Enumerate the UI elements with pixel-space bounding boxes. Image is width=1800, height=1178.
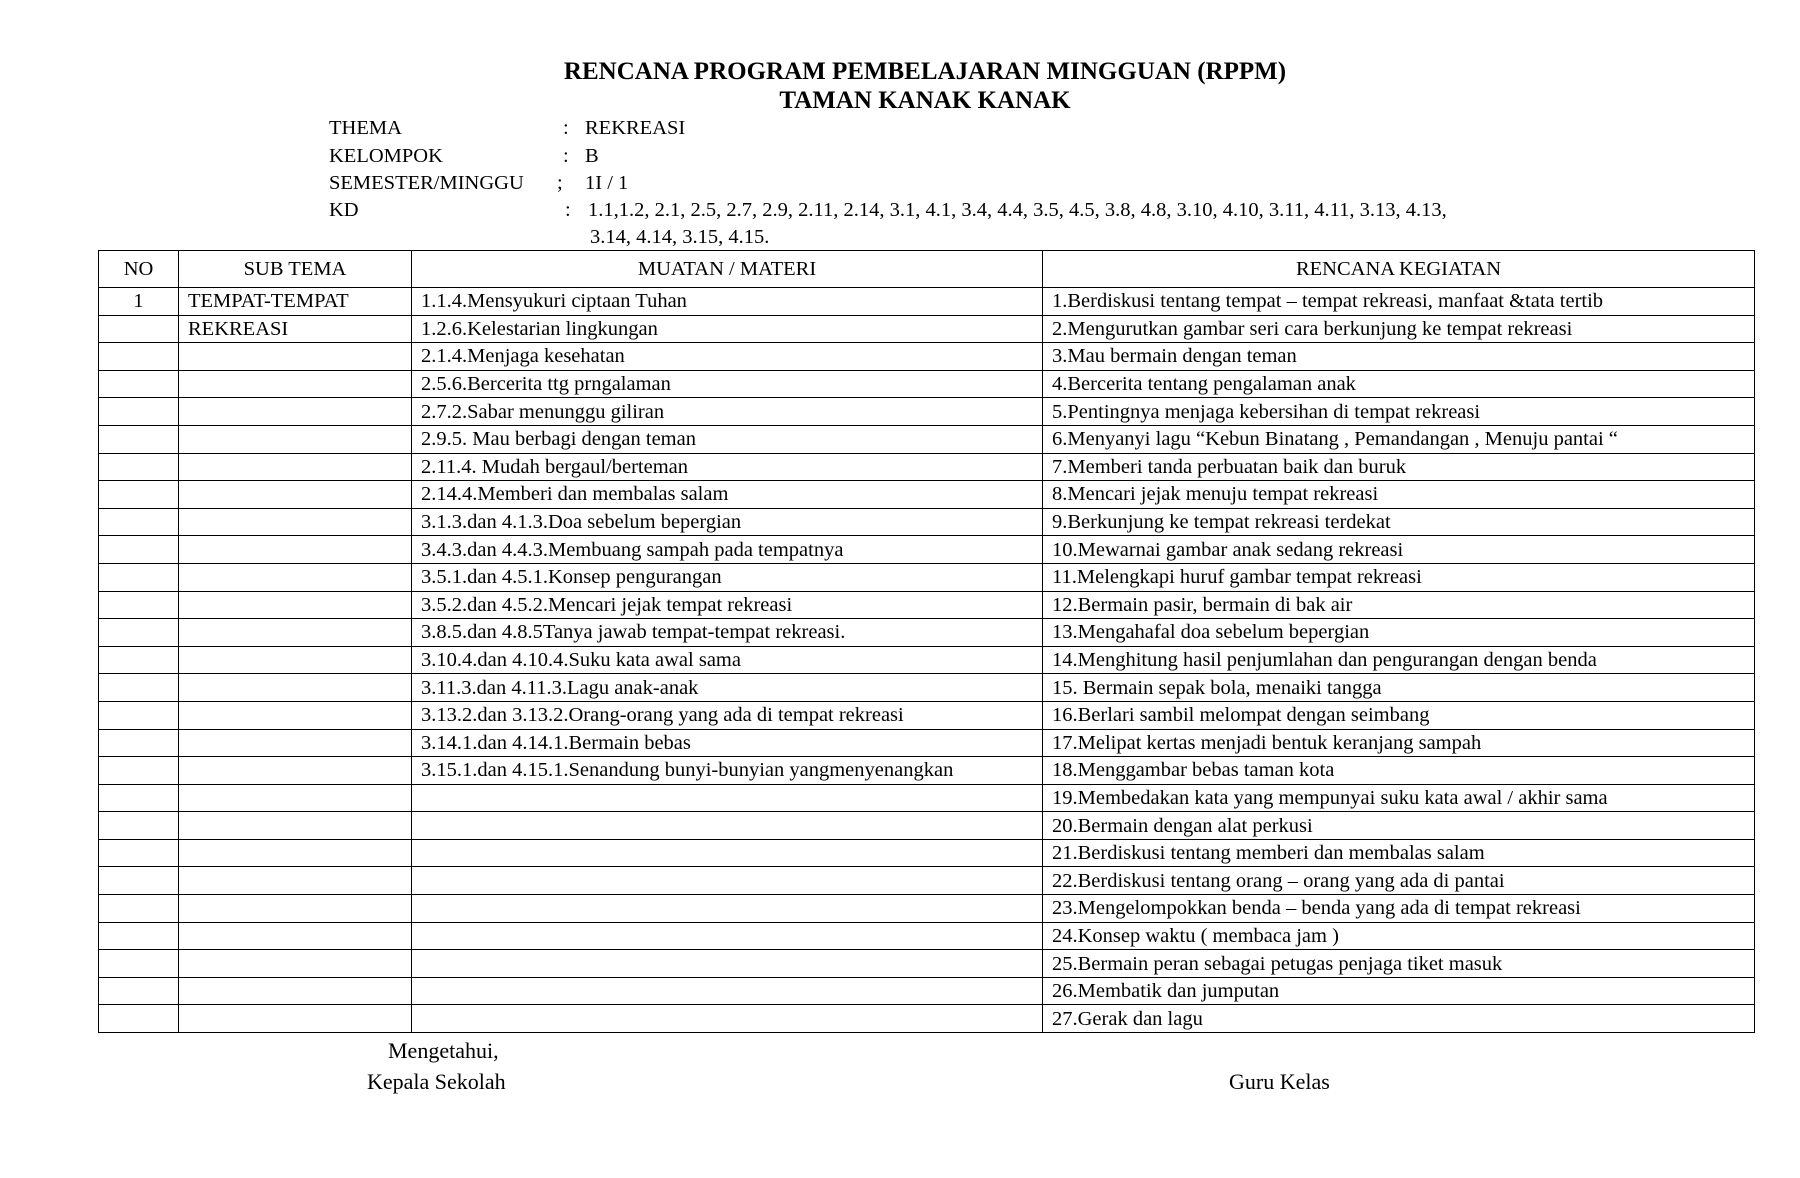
table-row (99, 950, 1755, 978)
table-row (99, 508, 1755, 536)
cell-rencana-kegiatan: 4.Bercerita tentang pengalaman anak (1043, 370, 1755, 398)
cell-rencana-kegiatan: 19.Membedakan kata yang mempunyai suku kata awal / akhir sama (1043, 784, 1755, 812)
cell-rencana-kegiatan: 13.Mengahafal doa sebelum bepergian (1043, 619, 1755, 647)
table-row (99, 646, 1755, 674)
table-row (99, 867, 1755, 895)
info-value-kd-cont: 3.14, 4.14, 3.15, 4.15. (590, 226, 770, 248)
cell-muatan-materi: 3.5.2.dan 4.5.2.Mencari jejak tempat rekreasi (412, 591, 1043, 619)
cell-no (99, 563, 179, 591)
table-row (99, 591, 1755, 619)
table-row (99, 729, 1755, 757)
cell-no (99, 867, 179, 895)
cell-muatan-materi: 2.1.4.Menjaga kesehatan (412, 343, 1043, 371)
cell-no (99, 425, 179, 453)
table-row (99, 481, 1755, 509)
column-header-muatan-materi: MUATAN / MATERI (412, 251, 1043, 288)
info-value-semester: 1I / 1 (585, 172, 629, 194)
cell-rencana-kegiatan: 16.Berlari sambil melompat dengan seimbang (1043, 701, 1755, 729)
table-row (99, 701, 1755, 729)
cell-no (99, 895, 179, 923)
cell-rencana-kegiatan: 6.Menyanyi lagu “Kebun Binatang , Pemandangan , Menuju pantai “ (1043, 425, 1755, 453)
cell-sub-tema (179, 839, 412, 867)
cell-muatan-materi: 3.11.3.dan 4.11.3.Lagu anak-anak (412, 674, 1043, 702)
cell-sub-tema (179, 343, 412, 371)
cell-rencana-kegiatan: 5.Pentingnya menjaga kebersihan di tempat rekreasi (1043, 398, 1755, 426)
cell-no (99, 591, 179, 619)
info-value-kd: 1.1,1.2, 2.1, 2.5, 2.7, 2.9, 2.11, 2.14, 3.1, 4.1, 3.4, 4.4, 3.5, 4.5, 3.8, 4.8, 3.10, 4.10, 3.11, 4.11, 3.13, 4.13, (588, 199, 1447, 221)
info-label-semester: SEMESTER/MINGGU (329, 172, 524, 194)
cell-sub-tema (179, 674, 412, 702)
cell-muatan-materi (412, 867, 1043, 895)
cell-muatan-materi: 3.13.2.dan 3.13.2.Orang-orang yang ada di tempat rekreasi (412, 701, 1043, 729)
table-row (99, 784, 1755, 812)
cell-sub-tema (179, 619, 412, 647)
cell-sub-tema (179, 563, 412, 591)
cell-muatan-materi: 3.4.3.dan 4.4.3.Membuang sampah pada tempatnya (412, 536, 1043, 564)
cell-no (99, 674, 179, 702)
cell-sub-tema (179, 1005, 412, 1033)
document-subtitle: TAMAN KANAK KANAK (779, 87, 1071, 114)
cell-muatan-materi: 2.9.5. Mau berbagi dengan teman (412, 425, 1043, 453)
table-row (99, 1005, 1755, 1033)
signature-kepala-sekolah: Kepala Sekolah (367, 1069, 506, 1094)
cell-rencana-kegiatan: 21.Berdiskusi tentang memberi dan membalas salam (1043, 839, 1755, 867)
cell-rencana-kegiatan: 27.Gerak dan lagu (1043, 1005, 1755, 1033)
cell-no (99, 922, 179, 950)
table-row (99, 563, 1755, 591)
cell-muatan-materi: 2.5.6.Bercerita ttg prngalaman (412, 370, 1043, 398)
cell-no (99, 453, 179, 481)
cell-sub-tema (179, 977, 412, 1005)
column-header-no: NO (99, 251, 179, 288)
cell-sub-tema (179, 508, 412, 536)
cell-no (99, 646, 179, 674)
table-row (99, 674, 1755, 702)
table-row (99, 895, 1755, 923)
cell-rencana-kegiatan: 20.Bermain dengan alat perkusi (1043, 812, 1755, 840)
cell-no (99, 839, 179, 867)
cell-muatan-materi: 3.15.1.dan 4.15.1.Senandung bunyi-bunyian yangmenyenangkan (412, 757, 1043, 785)
cell-no (99, 812, 179, 840)
cell-sub-tema (179, 536, 412, 564)
cell-no (99, 370, 179, 398)
cell-sub-tema (179, 922, 412, 950)
info-sep: : (563, 117, 569, 139)
cell-muatan-materi (412, 1005, 1043, 1033)
table-row (99, 343, 1755, 371)
cell-rencana-kegiatan: 23.Mengelompokkan benda – benda yang ada di tempat rekreasi (1043, 895, 1755, 923)
cell-sub-tema (179, 729, 412, 757)
table-row (99, 536, 1755, 564)
cell-sub-tema: TEMPAT-TEMPAT (179, 288, 412, 316)
table-row (99, 812, 1755, 840)
cell-rencana-kegiatan: 8.Mencari jejak menuju tempat rekreasi (1043, 481, 1755, 509)
document-title: RENCANA PROGRAM PEMBELAJARAN MINGGUAN (RPPM) (563, 58, 1287, 85)
table-row (99, 757, 1755, 785)
table-row (99, 619, 1755, 647)
info-value-kelompok: B (585, 145, 599, 167)
rppm-table (98, 250, 1755, 1033)
cell-rencana-kegiatan: 2.Mengurutkan gambar seri cara berkunjung ke tempat rekreasi (1043, 315, 1755, 343)
cell-rencana-kegiatan: 22.Berdiskusi tentang orang – orang yang ada di pantai (1043, 867, 1755, 895)
cell-no (99, 977, 179, 1005)
column-header-rencana-kegiatan: RENCANA KEGIATAN (1043, 251, 1755, 288)
cell-muatan-materi: 1.1.4.Mensyukuri ciptaan Tuhan (412, 288, 1043, 316)
cell-sub-tema (179, 895, 412, 923)
cell-rencana-kegiatan: 17.Melipat kertas menjadi bentuk keranjang sampah (1043, 729, 1755, 757)
cell-no (99, 1005, 179, 1033)
table-row (99, 839, 1755, 867)
cell-muatan-materi (412, 839, 1043, 867)
table-row (99, 288, 1755, 316)
cell-rencana-kegiatan: 7.Memberi tanda perbuatan baik dan buruk (1043, 453, 1755, 481)
table-row (99, 425, 1755, 453)
cell-no (99, 343, 179, 371)
cell-rencana-kegiatan: 15. Bermain sepak bola, menaiki tangga (1043, 674, 1755, 702)
cell-muatan-materi: 3.5.1.dan 4.5.1.Konsep pengurangan (412, 563, 1043, 591)
table-row (99, 398, 1755, 426)
signature-guru-kelas: Guru Kelas (1229, 1069, 1330, 1094)
info-label-kelompok: KELOMPOK (329, 145, 443, 167)
table-row (99, 977, 1755, 1005)
cell-rencana-kegiatan: 1.Berdiskusi tentang tempat – tempat rekreasi, manfaat &tata tertib (1043, 288, 1755, 316)
cell-rencana-kegiatan: 24.Konsep waktu ( membaca jam ) (1043, 922, 1755, 950)
table-row (99, 370, 1755, 398)
cell-rencana-kegiatan: 26.Membatik dan jumputan (1043, 977, 1755, 1005)
info-label-kd: KD (329, 199, 359, 221)
cell-muatan-materi (412, 950, 1043, 978)
cell-muatan-materi (412, 812, 1043, 840)
column-header-sub-tema: SUB TEMA (179, 251, 412, 288)
cell-muatan-materi (412, 784, 1043, 812)
cell-rencana-kegiatan: 10.Mewarnai gambar anak sedang rekreasi (1043, 536, 1755, 564)
table-row (99, 315, 1755, 343)
cell-rencana-kegiatan: 9.Berkunjung ke tempat rekreasi terdekat (1043, 508, 1755, 536)
table-row (99, 453, 1755, 481)
info-label-thema: THEMA (329, 117, 402, 139)
cell-rencana-kegiatan: 3.Mau bermain dengan teman (1043, 343, 1755, 371)
info-sep: ; (557, 172, 563, 194)
cell-rencana-kegiatan: 14.Menghitung hasil penjumlahan dan pengurangan dengan benda (1043, 646, 1755, 674)
cell-no (99, 398, 179, 426)
cell-no (99, 701, 179, 729)
cell-no (99, 508, 179, 536)
cell-sub-tema (179, 950, 412, 978)
cell-muatan-materi: 2.7.2.Sabar menunggu giliran (412, 398, 1043, 426)
info-sep: : (563, 145, 569, 167)
cell-no (99, 315, 179, 343)
table-body (99, 288, 1755, 1033)
cell-muatan-materi: 2.14.4.Memberi dan membalas salam (412, 481, 1043, 509)
cell-sub-tema (179, 646, 412, 674)
info-sep: : (565, 199, 571, 221)
cell-no: 1 (99, 288, 179, 316)
cell-rencana-kegiatan: 18.Menggambar bebas taman kota (1043, 757, 1755, 785)
cell-no (99, 784, 179, 812)
cell-sub-tema (179, 591, 412, 619)
cell-muatan-materi: 3.10.4.dan 4.10.4.Suku kata awal sama (412, 646, 1043, 674)
cell-muatan-materi: 3.14.1.dan 4.14.1.Bermain bebas (412, 729, 1043, 757)
cell-muatan-materi (412, 977, 1043, 1005)
cell-sub-tema (179, 701, 412, 729)
cell-muatan-materi: 1.2.6.Kelestarian lingkungan (412, 315, 1043, 343)
cell-sub-tema (179, 867, 412, 895)
cell-no (99, 536, 179, 564)
cell-muatan-materi: 3.1.3.dan 4.1.3.Doa sebelum bepergian (412, 508, 1043, 536)
cell-rencana-kegiatan: 12.Bermain pasir, bermain di bak air (1043, 591, 1755, 619)
cell-sub-tema (179, 370, 412, 398)
cell-sub-tema (179, 784, 412, 812)
cell-sub-tema: REKREASI (179, 315, 412, 343)
cell-rencana-kegiatan: 25.Bermain peran sebagai petugas penjaga tiket masuk (1043, 950, 1755, 978)
cell-sub-tema (179, 453, 412, 481)
cell-no (99, 729, 179, 757)
cell-muatan-materi: 2.11.4. Mudah bergaul/berteman (412, 453, 1043, 481)
cell-muatan-materi: 3.8.5.dan 4.8.5Tanya jawab tempat-tempat rekreasi. (412, 619, 1043, 647)
cell-sub-tema (179, 812, 412, 840)
cell-no (99, 619, 179, 647)
table-header-row (99, 251, 1755, 288)
table-row (99, 922, 1755, 950)
cell-no (99, 950, 179, 978)
cell-muatan-materi (412, 895, 1043, 923)
cell-sub-tema (179, 757, 412, 785)
cell-no (99, 481, 179, 509)
cell-no (99, 757, 179, 785)
cell-sub-tema (179, 425, 412, 453)
cell-muatan-materi (412, 922, 1043, 950)
info-value-thema: REKREASI (585, 117, 686, 139)
cell-rencana-kegiatan: 11.Melengkapi huruf gambar tempat rekreasi (1043, 563, 1755, 591)
signature-mengetahui: Mengetahui, (388, 1038, 499, 1063)
cell-sub-tema (179, 481, 412, 509)
cell-sub-tema (179, 398, 412, 426)
